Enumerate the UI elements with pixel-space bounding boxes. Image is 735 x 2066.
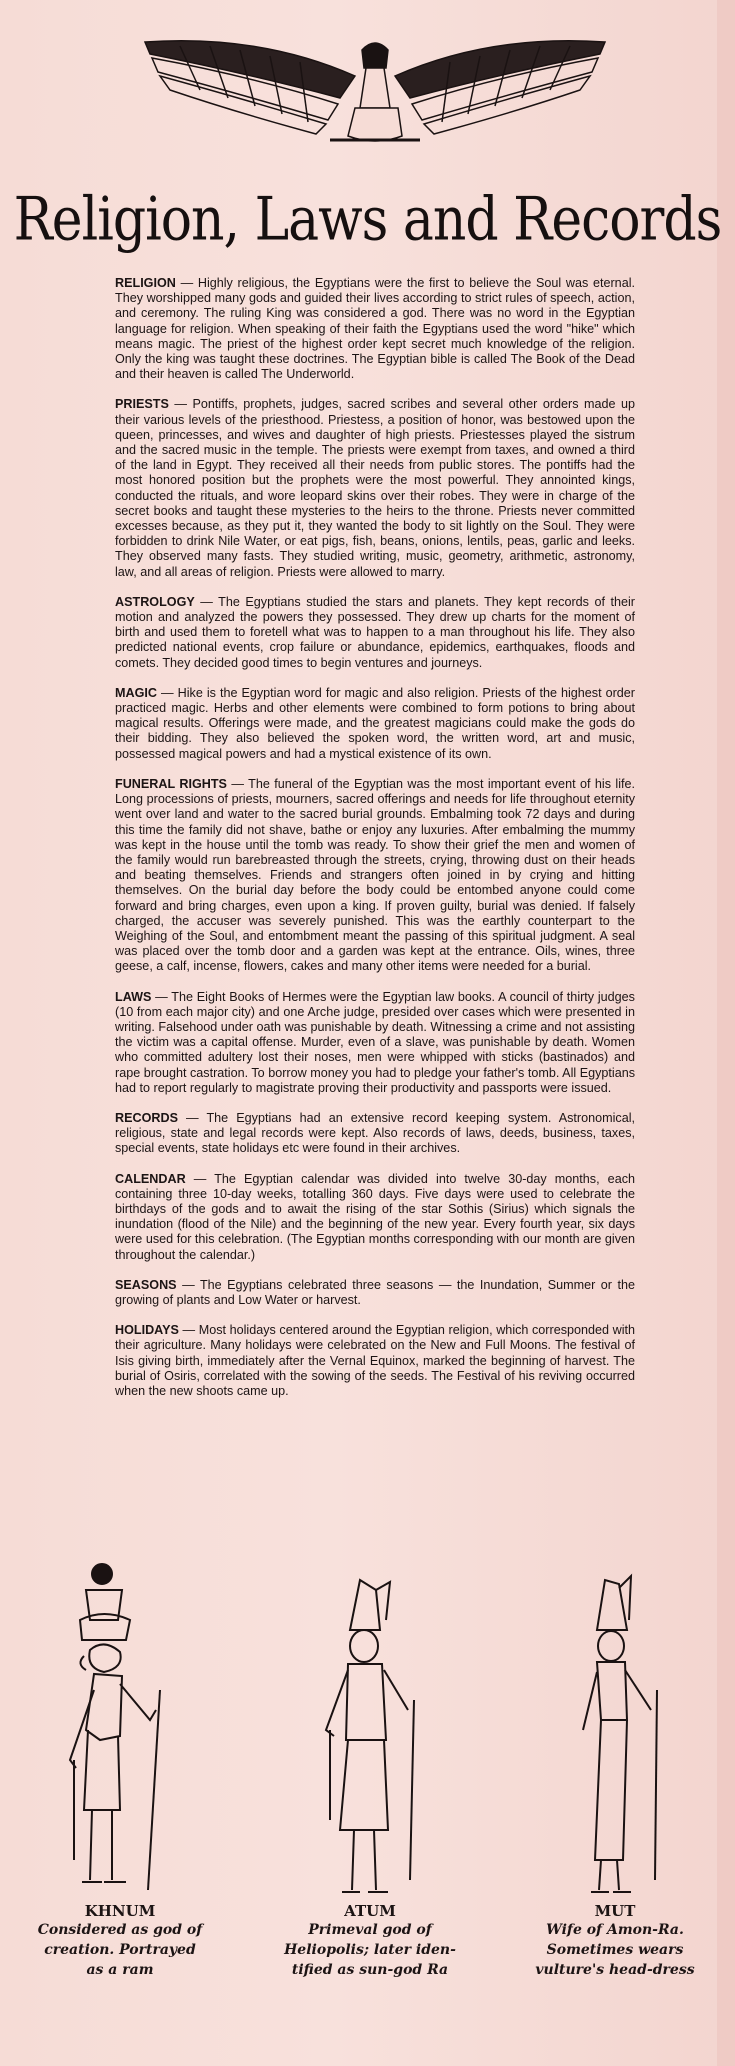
mut-figure-icon xyxy=(535,1560,695,1900)
section-heading: ASTROLOGY xyxy=(115,594,195,609)
article-body xyxy=(115,276,635,1414)
section-text: Hike is the Egyptian word for magic and also religion. Priests of the highest order practiced magic. Herbs and other elements were combined to form potions to bring about magical results. Offerings were made, and the greatest magicians could make the gods do their bidding. They also believed the spoken word, the written word, art and music, possessed magical powers and had a mystical existence of its own. xyxy=(115,685,636,761)
section-text: The Egyptians studied the stars and planets. They kept records of their motion and analyzed the powers they possessed. They drew up charts for the moment of birth and used them to foretell what was to happen to a man throughout his life. They also predicted national events, crop failure or abundance, epidemics, earthquakes, floods and comets. They decided good times to begin ventures and journeys. xyxy=(115,594,635,670)
section-text: The funeral of the Egyptian was the most important event of his life. Long processions of priests, mourners, sacred offerings and needs for life throughout eternity went over land and water to the sacred burial grounds. Embalming took 72 days and during this time the family did not shave, bathe or enjoy any luxuries. After embalming the mummy was kept in the house until the tomb was ready. To show their grief the men and women of the family would run barebreasted through the streets, crying, throwing dust on their heads and beating themselves. Friends and strangers often joined in by crying and hitting themselves. On the burial day before the body could be entombed anyone could come forward and bring charges, even upon a king. If proven guilty, burial was denied. If falsely charged, the accuser was severely punished. This was the earthly counterpart to the Weighing of the Soul, and entombment meant the passing of this spiritual judgment. A seal was placed over the tomb door and a garden was kept at the entrance. Oils, wines, three geese, a calf, incense, flowers, cakes and many other items were needed for a burial. xyxy=(115,776,636,974)
figure-caption-line: Heliopolis; later iden- xyxy=(284,1942,456,1958)
section-text: Pontiffs, prophets, judges, sacred scribes and several other orders made up their various levels of the priesthood. Priestess, a position of honor, was bestowed upon the queen, princesses, and wives and daughter of high priests. Priestesses played the sistrum and the sacred music in the temple. The priests were exempt from taxes, and owned a third of the land in Egypt. They received all their needs from public stores. The pontiffs had the most honored position but the prophets were the most powerful. They annointed kings, conducted the rituals, and wore leopard skins over their robes. They were in charge of the secret books and taught these mysteries to the heirs to the throne. Priests never committed excesses because, as they put it, they wanted the body to sit lightly on the Soul. They were forbidden to drink Nile Water, or eat pigs, fish, beans, onions, lentils, peas, garlic and leeks. They observed many fasts. They studied writing, music, geometry, arithmetic, astronomy, law, and all areas of religion. Priests were allowed to marry. xyxy=(115,397,636,579)
section-text: The Eight Books of Hermes were the Egyptian law books. A council of thirty judges (10 from each major city) and one Arche judge, presided over cases which were presented in writing. Falsehood under oath was punishable by death. Witnessing a crime and not assisting the victim was a capital offense. Murder, even of a slave, was punishable by death. Women who committed adultery lost their noses, men were whipped with sticks (bastinados) and rape brought castration. To borrow money you had to pledge your father's tomb. All Egyptians had to report regularly to magistrate proving their productivity and passports were issued. xyxy=(115,989,635,1095)
figure-caption-line: Primeval god of xyxy=(308,1922,432,1938)
section-magic: MAGIC — Hike is the Egyptian word for magic and also religion. Priests of the highest order practiced magic. Herbs and other elements were combined to form potions to bring about magical results. Offerings were made, and the greatest magicians could make the gods do their bidding. They also believed the spoken word, the written word, art and music, possessed magical powers and had a mystical existence of its own. xyxy=(115,685,636,761)
figure-caption-line: Sometimes wears xyxy=(546,1942,684,1958)
section-heading: CALENDAR xyxy=(115,1171,186,1186)
section-seasons: SEASONS — The Egyptians celebrated three seasons — the Inundation, Summer or the growing of plants and Low Water or harvest. xyxy=(115,1277,635,1307)
figure-caption-line: tified as sun-god Ra xyxy=(291,1962,449,1978)
section-funeral-rights: FUNERAL RIGHTS — The funeral of the Egyptian was the most important event of his life. Long processions of priests, mourners, sacred offerings and needs for life throughout eternity went over land and water to the sacred burial grounds. Embalming took 72 days and during this time the family did not shave, bathe or enjoy any luxuries. After embalming the mummy was kept in the house until the tomb was ready. To show their grief the men and women of the family would run barebreasted through the streets, crying, throwing dust on their heads and beating themselves. Friends and strangers often joined in by crying and hitting themselves. On the burial day before the body could be entombed anyone could come forward and bring charges, even upon a king. If proven guilty, burial was denied. If falsely charged, the accuser was severely punished. This was the earthly counterpart to the Weighing of the Soul, and entombment meant the passing of this spiritual judgment. A seal was placed over the tomb door and a garden was kept at the entrance. Oils, wines, three geese, a calf, incense, flowers, cakes and many other items were needed for a burial. xyxy=(115,776,636,974)
section-heading: LAWS xyxy=(115,989,152,1004)
section-heading: RELIGION xyxy=(115,276,176,290)
section-text: Most holidays centered around the Egyptian religion, which corresponded with their agriculture. Many holidays were celebrated on the New and Full Moons. The festival of Isis giving birth, immediately after the Vernal Equinox, marked the beginning of harvest. The burial of Osiris, correlated with the sowing of the seeds. The Festival of his reviving occurred when the new shoots came up. xyxy=(115,1323,636,1398)
figure-caption-line: as a ram xyxy=(86,1962,154,1978)
figure-name: MUT xyxy=(594,1902,636,1920)
page-title: Religion, Laws and Records xyxy=(13,185,722,255)
section-holidays: HOLIDAYS — Most holidays centered around the Egyptian religion, which corresponded with their agriculture. Many holidays were celebrated on the New and Full Moons. The festival of Isis giving birth, immediately after the Vernal Equinox, marked the beginning of harvest. The burial of Osiris, correlated with the sowing of the seeds. The Festival of his reviving occurred when the new shoots came up. xyxy=(115,1323,636,1398)
section-calendar: CALENDAR — The Egyptian calendar was divided into twelve 30-day months, each containing three 10-day weeks, totalling 360 days. Five days were used to celebrate the birthdays of the gods and to await the rising of the star Sothis (Sirius) which signals the inundation (flood of the Nile) and the beginning of the new year. Every fourth year, six days were used for this celebration. (The Egyptian months corresponding with our month are given throughout the calendar.) xyxy=(115,1171,635,1262)
section-heading: HOLIDAYS xyxy=(115,1323,179,1338)
section-priests: PRIESTS — Pontiffs, prophets, judges, sacred scribes and several other orders made up their various levels of the priesthood. Priestess, a position of honor, was bestowed upon the queen, princesses, and wives and daughter of high priests. Priestesses played the sistrum and the sacred music in the temple. The priests were exempt from taxes, and owned a third of the land in Egypt. They received all their needs from public stores. The pontiffs had the most honored position but the prophets were the most powerful. They annointed kings, conducted the rituals, and wore leopard skins over their robes. They were in charge of the secret books and taught these mysteries to the heirs to the throne. Priests never committed excesses because, as they put it, they wanted the body to sit lightly on the Soul. They were forbidden to drink Nile Water, or eat pigs, fish, beans, onions, lentils, peas, garlic and leeks. They observed many fasts. They studied writing, music, geometry, arithmetic, astronomy, law, and all areas of religion. Priests were allowed to marry. xyxy=(115,397,636,579)
section-heading: MAGIC xyxy=(115,685,157,700)
section-text: Highly religious, the Egyptians were the first to believe the Soul was eternal. They worshipped many gods and guided their lives according to strict rules of speech, action, and ceremony. The ruling King was considered a god. There was no word in the Egyptian language for religion. When speaking of their faith the Egyptians used the word "hike" which means magic. The priest of the highest order kept secret much knowledge of the religion. Only the king was taught these doctrines. The Egyptian bible is called The Book of the Dead and their heaven is called The Underworld. xyxy=(115,276,635,382)
section-text: The Egyptian calendar was divided into twelve 30-day months, each containing three 10-day weeks, totalling 360 days. Five days were used to celebrate the birthdays of the gods and to await the rising of the star Sothis (Sirius) which signals the inundation (flood of the Nile) and the beginning of the new year. Every fourth year, six days were used for this celebration. (The Egyptian months corresponding with our month are given throughout the calendar.) xyxy=(115,1171,635,1262)
figure-name: ATUM xyxy=(344,1902,396,1920)
deity-figures xyxy=(0,1560,735,2060)
section-religion: RELIGION — Highly religious, the Egyptians were the first to believe the Soul was eternal. They worshipped many gods and guided their lives according to strict rules of speech, action, and ceremony. The ruling King was considered a god. There was no word in the Egyptian language for religion. When speaking of their faith the Egyptians used the word "hike" which means magic. The priest of the highest order kept secret much knowledge of the religion. Only the king was taught these doctrines. The Egyptian bible is called The Book of the Dead and their heaven is called The Underworld. xyxy=(115,276,635,382)
atum-figure-icon xyxy=(290,1560,450,1900)
section-heading: SEASONS xyxy=(115,1277,177,1292)
figure-caption-line: Considered as god of xyxy=(37,1922,203,1938)
khnum-figure-icon xyxy=(40,1560,200,1900)
section-astrology: ASTROLOGY — The Egyptians studied the stars and planets. They kept records of their motion and analyzed the powers they possessed. They drew up charts for the moment of birth and used them to foretell what was to happen to a man throughout his life. They also predicted national events, crop failure or abundance, epidemics, earthquakes, floods and comets. They decided good times to begin ventures and journeys. xyxy=(115,594,635,670)
winged-goddess-emblem xyxy=(140,28,610,150)
figure-caption-line: vulture's head-dress xyxy=(535,1962,695,1978)
figure-atum xyxy=(260,1560,480,1980)
section-heading: FUNERAL RIGHTS xyxy=(115,776,227,791)
section-text: The Egyptians had an extensive record keeping system. Astronomical, religious, state and legal records were kept. Also records of laws, deeds, business, taxes, special events, state holidays etc were found in their archives. xyxy=(115,1110,635,1156)
figure-caption-line: Wife of Amon-Ra. xyxy=(546,1922,684,1938)
figure-mut xyxy=(505,1560,725,1980)
figure-khnum xyxy=(10,1560,230,1980)
figure-name: KHNUM xyxy=(84,1902,156,1920)
figure-caption-line: creation. Portrayed xyxy=(44,1942,196,1958)
section-laws: LAWS — The Eight Books of Hermes were the Egyptian law books. A council of thirty judges (10 from each major city) and one Arche judge, presided over cases which were presented in writing. Falsehood under oath was punishable by death. Witnessing a crime and not assisting the victim was a capital offense. Murder, even of a slave, was punishable by death. Women who committed adultery lost their noses, men were whipped with sticks (bastinados) and rape brought castration. To borrow money you had to pledge your father's tomb. All Egyptians had to report regularly to magistrate proving their productivity and passports were issued. xyxy=(115,989,635,1095)
section-heading: PRIESTS xyxy=(115,397,169,412)
section-records: RECORDS — The Egyptians had an extensive record keeping system. Astronomical, religious, state and legal records were kept. Also records of laws, deeds, business, taxes, special events, state holidays etc were found in their archives. xyxy=(115,1110,635,1156)
section-heading: RECORDS xyxy=(115,1110,178,1125)
section-text: The Egyptians celebrated three seasons — the Inundation, Summer or the growing of plants and Low Water or harvest. xyxy=(115,1277,635,1307)
